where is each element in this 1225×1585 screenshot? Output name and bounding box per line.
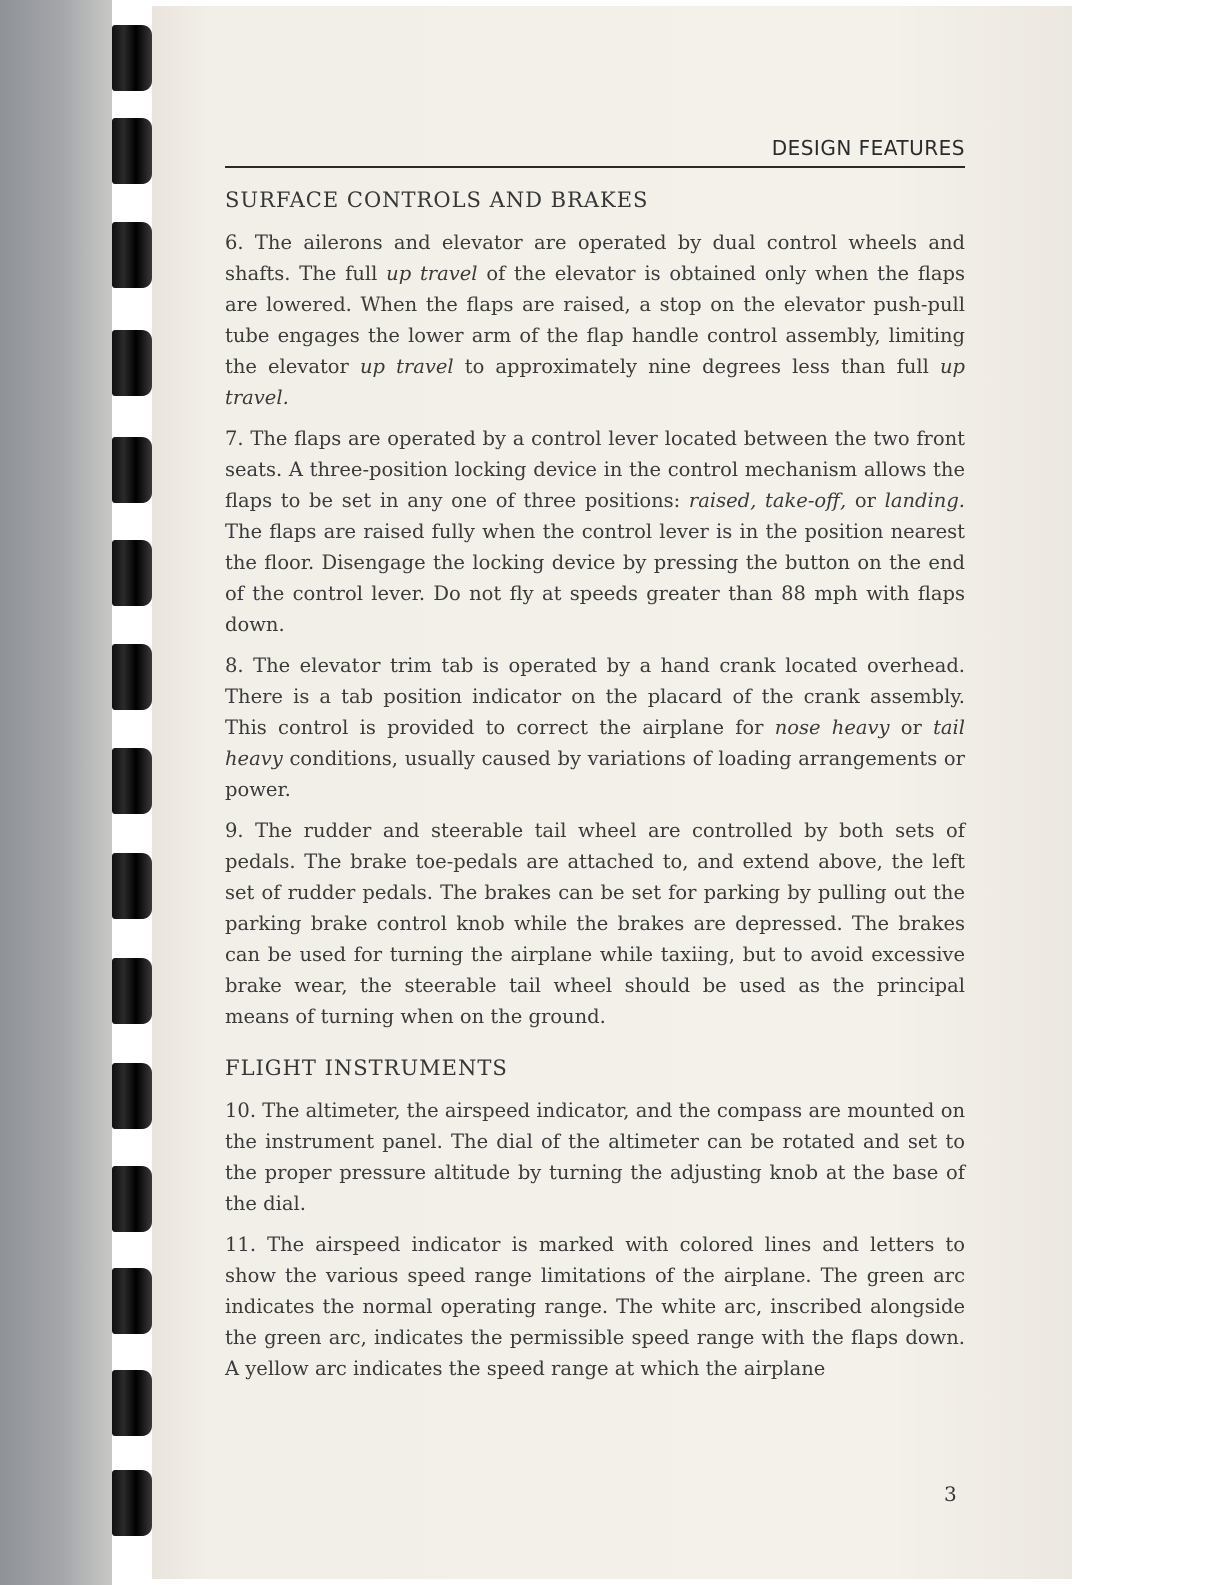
text-run: 11. The airspeed indicator is marked with colored lines and letters to show the various speed range limitations of the airplane. The green arc indicates the normal operating range. The white arc, inscribed alongside the green arc, indicates the permissible speed range with the flaps down. A yellow arc indicates the speed range at which the airplane bbox=[225, 1233, 965, 1380]
italic-text-run: up travel bbox=[359, 355, 454, 378]
binding-coil bbox=[112, 1268, 152, 1334]
text-run: or bbox=[889, 716, 934, 739]
text-run: The flaps are raised fully when the control lever is in the position nearest the floor. Disengage the locking device by pressing the button on the end of the control lever. Do not fly at speeds greater than 88 mph with flaps down. bbox=[225, 520, 965, 636]
binding-coil bbox=[112, 437, 152, 503]
paragraph bbox=[225, 1229, 965, 1384]
paragraph bbox=[225, 1095, 965, 1219]
paragraph bbox=[225, 227, 965, 413]
paragraph bbox=[225, 423, 965, 640]
paragraph bbox=[225, 650, 965, 805]
text-run: conditions, usually caused by variations of loading arrangements or power. bbox=[225, 747, 965, 801]
binding-coil bbox=[112, 330, 152, 396]
binding-coil bbox=[112, 644, 152, 710]
italic-text-run: up travel bbox=[386, 262, 478, 285]
binding-coil bbox=[112, 1063, 152, 1129]
page-number: 3 bbox=[944, 1482, 957, 1506]
italic-text-run: landing. bbox=[884, 489, 966, 512]
section-gap bbox=[225, 1042, 965, 1056]
binding-coil bbox=[112, 853, 152, 919]
text-run: 6. The ailerons and elevator are operated by dual control wheels and shafts. The full bbox=[225, 231, 965, 285]
section-heading: SURFACE CONTROLS AND BRAKES bbox=[225, 188, 649, 212]
binding-coil bbox=[112, 1166, 152, 1232]
binding-coil bbox=[112, 118, 152, 184]
binding-coil bbox=[112, 222, 152, 288]
spiral-binding-edge bbox=[0, 0, 112, 1585]
italic-text-run: raised, take-off, bbox=[688, 489, 847, 512]
running-header-title: DESIGN FEATURES bbox=[771, 136, 965, 160]
text-run: of the elevator is obtained only when the flaps are lowered. When the flaps are raised, a stop on the elevator push-pull tube engages the lower arm of the flap handle control assembly, limiting the elevator bbox=[225, 262, 965, 378]
italic-text-run: nose heavy bbox=[774, 716, 890, 739]
binding-coil bbox=[112, 25, 152, 91]
page-body bbox=[225, 188, 965, 1394]
italic-text-run: tail heavy bbox=[225, 716, 965, 770]
scan-margin bbox=[1072, 0, 1225, 1585]
binding-coil bbox=[112, 540, 152, 606]
section-heading: FLIGHT INSTRUMENTS bbox=[225, 1056, 508, 1080]
binding-coil bbox=[112, 1370, 152, 1436]
binding-coil bbox=[112, 1470, 152, 1536]
binding-coil bbox=[112, 748, 152, 814]
paragraph bbox=[225, 815, 965, 1032]
text-run: 7. The flaps are operated by a control lever located between the two front seats. A three-position locking device in the control mechanism allows the flaps to be set in any one of three positions: bbox=[225, 427, 965, 512]
italic-text-run: up travel. bbox=[225, 355, 965, 409]
text-run: to approximately nine degrees less than full bbox=[453, 355, 940, 378]
text-run: 8. The elevator trim tab is operated by a hand crank located overhead. There is a tab position indicator on the placard of the crank assembly. This control is provided to correct the airplane for bbox=[225, 654, 965, 739]
text-run: 9. The rudder and steerable tail wheel are controlled by both sets of pedals. The brake toe-pedals are attached to, and extend above, the left set of rudder pedals. The brakes can be set for parking by pulling out the parking brake control knob while the brakes are depressed. The brakes can be used for turning the airplane while taxiing, but to avoid excessive brake wear, the steerable tail wheel should be used as the principal means of turning when on the ground. bbox=[225, 819, 965, 1028]
running-header bbox=[225, 134, 965, 168]
text-run: 10. The altimeter, the airspeed indicator, and the compass are mounted on the instrument panel. The dial of the altimeter can be rotated and set to the proper pressure altitude by turning the adjusting knob at the base of the dial. bbox=[225, 1099, 965, 1215]
binding-coil bbox=[112, 958, 152, 1024]
text-run: or bbox=[846, 489, 885, 512]
